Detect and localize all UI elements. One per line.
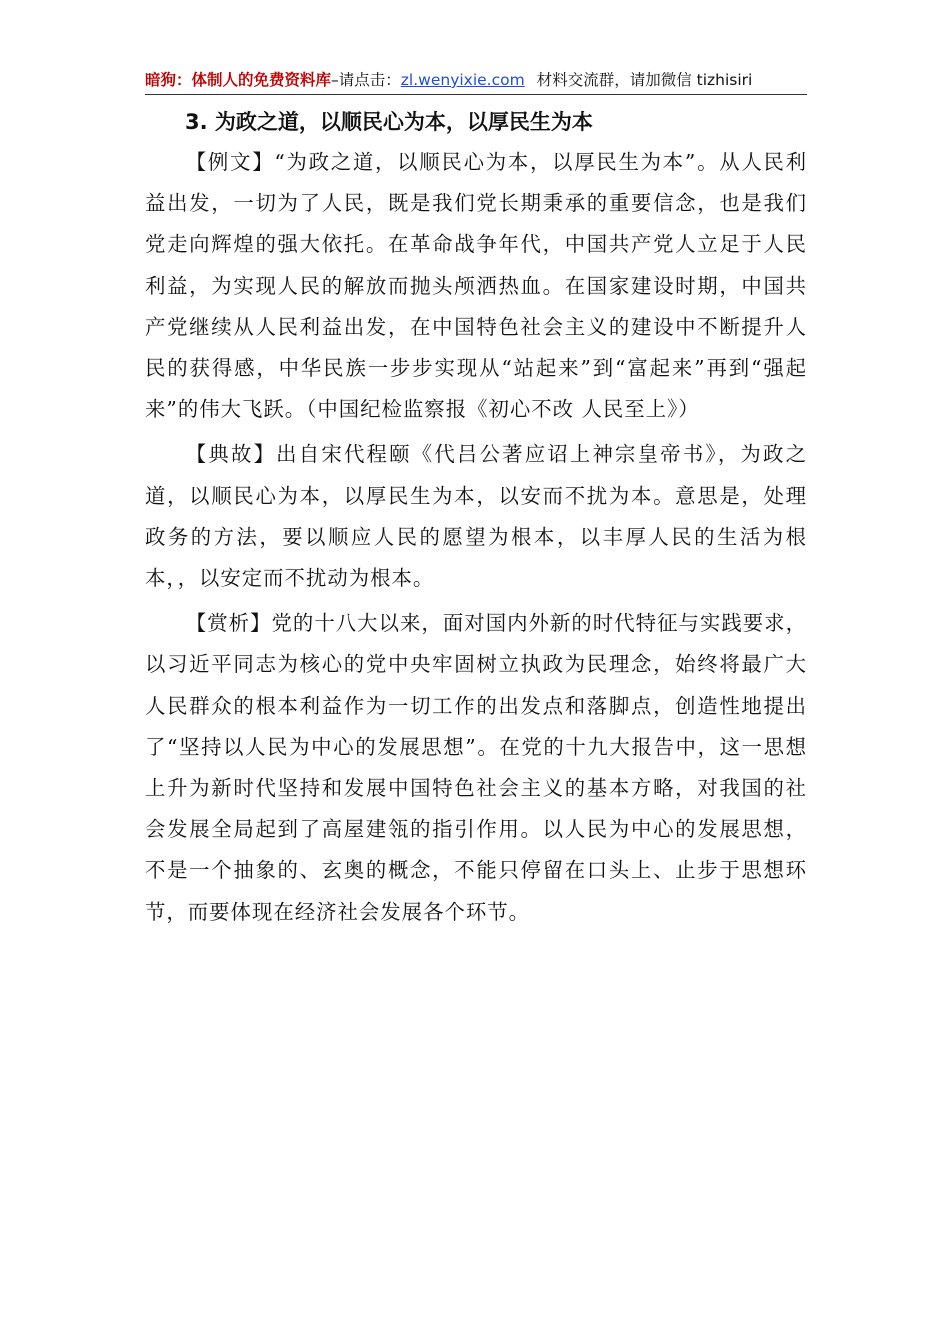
- paragraph-analysis: [145, 603, 807, 933]
- paragraph-example: [145, 142, 807, 430]
- paragraph-text: 党的十八大以来，面对国内外新的时代特征与实践要求，以习近平同志为核心的党中央牢固树立执政为民理念，始终将最广大人民群众的根本利益作为一切工作的出发点和落脚点，创造性地提出了“坚持以人民为中心的发展思想”。在党的十九大报告中，这一思想上升为新时代坚持和发展中国特色社会主义的基本方略，对我国的社会发展全局起到了高屋建瓴的指引作用。以人民为中心的发展思想，不是一个抽象的、玄奥的概念，不能只停留在口头上、止步于思想环节，而要体现在经济社会发展各个环节。: [145, 611, 807, 924]
- header-group-note: 材料交流群，请加微信 tizhisiri: [536, 71, 753, 89]
- header-brand: 暗狗：体制人的免费资料库: [145, 71, 332, 89]
- paragraph-tag: 【典故】: [185, 442, 277, 467]
- section-title: 3. 为政之道，以顺民心为本，以厚民生为本: [185, 110, 593, 134]
- document-body: [145, 102, 807, 933]
- paragraph-tag: 【例文】: [185, 150, 275, 174]
- paragraph-allusion: [145, 434, 807, 599]
- header-click-prompt: –请点击：: [331, 71, 401, 89]
- paragraph-tag: 【赏析】: [185, 611, 272, 636]
- paragraph-text: “为政之道，以顺民心为本，以厚民生为本”。从人民利益出发，一切为了人民，既是我们党长期秉承的重要信念，也是我们党走向辉煌的强大依托。在革命战争年代，中国共产党人立足于人民利益，为实现人民的解放而抛头颅洒热血。在国家建设时期，中国共产党继续从人民利益出发，在中国特色社会主义的建设中不断提升人民的获得感，中华民族一步步实现从“站起来”到“富起来”再到“强起来”的伟大飞跃。（中国纪检监察报《初心不改 人民至上》）: [145, 150, 808, 422]
- paragraph-text: 出自宋代程颐《代吕公著应诏上神宗皇帝书》，为政之道，以顺民心为本，以厚民生为本，以安而不扰为本。意思是，处理政务的方法，要以顺应人民的愿望为根本，以丰厚人民的生活为根本，，以安定而不扰动为根本。: [145, 442, 807, 591]
- page-header: [145, 66, 807, 95]
- header-link[interactable]: zl.wenyixie.com: [400, 71, 525, 89]
